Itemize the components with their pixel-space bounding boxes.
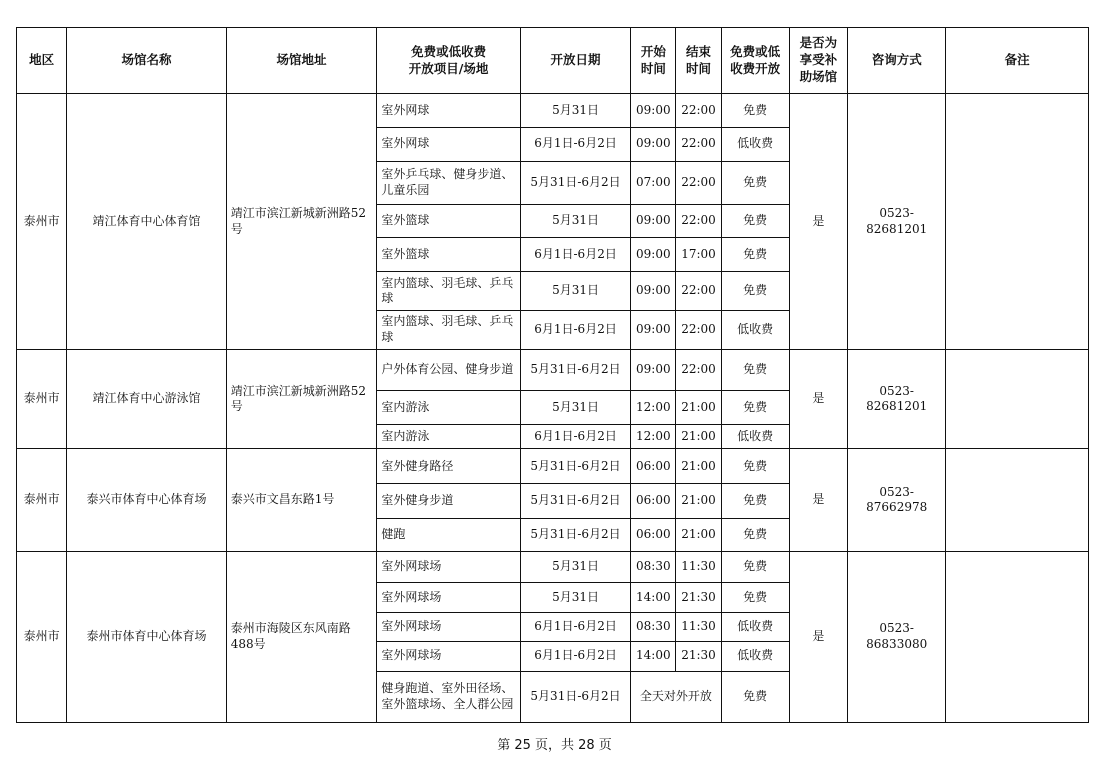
start-time-cell: 09:00: [631, 350, 676, 391]
region-cell: 泰州市: [17, 449, 67, 551]
end-time-cell: 21:00: [676, 484, 721, 519]
fee-type-cell: 低收费: [721, 613, 789, 642]
end-time-cell: 22:00: [676, 272, 721, 311]
contact-cell: 0523-82681201: [848, 350, 946, 449]
start-time-cell: 08:30: [631, 613, 676, 642]
venue-name-cell: 靖江体育中心游泳馆: [67, 350, 227, 449]
open-item-cell: 室外网球场: [377, 641, 521, 671]
open-item-cell: 健身跑道、室外田径场、室外篮球场、全人群公园: [377, 671, 521, 722]
header-start-time: 开始 时间: [631, 28, 676, 94]
remark-cell: [946, 449, 1089, 551]
header-region: 地区: [17, 28, 67, 94]
open-date-cell: 5月31日: [520, 94, 630, 128]
remark-cell: [946, 350, 1089, 449]
open-date-cell: 6月1日-6月2日: [520, 127, 630, 161]
open-item-cell: 室内篮球、羽毛球、乒乓球: [377, 311, 521, 350]
start-time-cell: 09:00: [631, 127, 676, 161]
header-row: [17, 28, 1089, 94]
header-subsidy: 是否为 享受补 助场馆: [789, 28, 847, 94]
end-time-cell: 21:30: [676, 582, 721, 613]
venue-name-cell: 泰州市体育中心体育场: [67, 551, 227, 722]
open-item-cell: 室外网球: [377, 127, 521, 161]
subsidy-cell: 是: [789, 551, 847, 722]
header-contact: 咨询方式: [848, 28, 946, 94]
fee-type-cell: 免费: [721, 272, 789, 311]
fee-type-cell: 免费: [721, 204, 789, 238]
start-time-cell: 12:00: [631, 424, 676, 449]
header-remark: 备注: [946, 28, 1089, 94]
venue-name-cell: 泰兴市体育中心体育场: [67, 449, 227, 551]
open-item-cell: 健跑: [377, 519, 521, 552]
open-date-cell: 5月31日-6月2日: [520, 449, 630, 484]
fee-type-cell: 免费: [721, 582, 789, 613]
open-date-cell: 5月31日-6月2日: [520, 519, 630, 552]
fee-type-cell: 低收费: [721, 311, 789, 350]
open-item-cell: 室外乒乓球、健身步道、儿童乐园: [377, 161, 521, 204]
end-time-cell: 11:30: [676, 551, 721, 582]
end-time-cell: 22:00: [676, 127, 721, 161]
fee-type-cell: 免费: [721, 551, 789, 582]
end-time-cell: 22:00: [676, 161, 721, 204]
end-time-cell: 22:00: [676, 204, 721, 238]
open-date-cell: 5月31日: [520, 204, 630, 238]
open-item-cell: 室外篮球: [377, 238, 521, 272]
open-date-cell: 5月31日-6月2日: [520, 161, 630, 204]
open-date-cell: 5月31日: [520, 391, 630, 425]
start-time-cell: 09:00: [631, 204, 676, 238]
end-time-cell: 17:00: [676, 238, 721, 272]
start-time-cell: 14:00: [631, 641, 676, 671]
start-time-cell: 06:00: [631, 519, 676, 552]
end-time-cell: 21:00: [676, 519, 721, 552]
fee-type-cell: 免费: [721, 161, 789, 204]
table-row: [17, 94, 1089, 128]
region-cell: 泰州市: [17, 551, 67, 722]
end-time-cell: 21:00: [676, 449, 721, 484]
fee-type-cell: 低收费: [721, 127, 789, 161]
venue-address-cell: 靖江市滨江新城新洲路52号: [226, 350, 377, 449]
remark-cell: [946, 551, 1089, 722]
start-time-cell: 08:30: [631, 551, 676, 582]
fee-type-cell: 免费: [721, 519, 789, 552]
subsidy-cell: 是: [789, 94, 847, 350]
open-date-cell: 5月31日-6月2日: [520, 350, 630, 391]
end-time-cell: 21:00: [676, 391, 721, 425]
open-date-cell: 5月31日-6月2日: [520, 671, 630, 722]
fee-type-cell: 免费: [721, 238, 789, 272]
open-date-cell: 6月1日-6月2日: [520, 641, 630, 671]
table-row: [17, 350, 1089, 391]
end-time-cell: 21:30: [676, 641, 721, 671]
header-fee-type: 免费或低 收费开放: [721, 28, 789, 94]
open-date-cell: 6月1日-6月2日: [520, 613, 630, 642]
fee-type-cell: 免费: [721, 484, 789, 519]
start-time-cell: 09:00: [631, 94, 676, 128]
remark-cell: [946, 94, 1089, 350]
region-cell: 泰州市: [17, 350, 67, 449]
start-time-cell: 06:00: [631, 449, 676, 484]
table-row: [17, 551, 1089, 582]
header-open-date: 开放日期: [520, 28, 630, 94]
start-time-cell: 09:00: [631, 311, 676, 350]
open-date-cell: 6月1日-6月2日: [520, 424, 630, 449]
open-item-cell: 室内篮球、羽毛球、乒乓球: [377, 272, 521, 311]
open-item-cell: 室内游泳: [377, 391, 521, 425]
page-footer: 第 25 页，共 28 页: [497, 738, 612, 753]
table-row: [17, 449, 1089, 484]
open-item-cell: 室外健身步道: [377, 484, 521, 519]
subsidy-cell: 是: [789, 350, 847, 449]
contact-cell: 0523-86833080: [848, 551, 946, 722]
open-time-cell: 全天对外开放: [631, 671, 721, 722]
start-time-cell: 06:00: [631, 484, 676, 519]
venue-schedule-table: [16, 27, 1089, 723]
contact-cell: 0523-87662978: [848, 449, 946, 551]
table-body: [17, 94, 1089, 723]
open-date-cell: 5月31日-6月2日: [520, 484, 630, 519]
start-time-cell: 07:00: [631, 161, 676, 204]
header-open-item: 免费或低收费 开放项目/场地: [377, 28, 521, 94]
venue-address-cell: 泰兴市文昌东路1号: [226, 449, 377, 551]
open-item-cell: 室外网球场: [377, 613, 521, 642]
contact-cell: 0523-82681201: [848, 94, 946, 350]
start-time-cell: 09:00: [631, 238, 676, 272]
start-time-cell: 12:00: [631, 391, 676, 425]
venue-address-cell: 泰州市海陵区东风南路488号: [226, 551, 377, 722]
end-time-cell: 22:00: [676, 94, 721, 128]
fee-type-cell: 免费: [721, 449, 789, 484]
open-date-cell: 5月31日: [520, 582, 630, 613]
end-time-cell: 22:00: [676, 350, 721, 391]
open-item-cell: 室外网球: [377, 94, 521, 128]
fee-type-cell: 低收费: [721, 641, 789, 671]
header-venue-address: 场馆地址: [226, 28, 377, 94]
venue-address-cell: 靖江市滨江新城新洲路52号: [226, 94, 377, 350]
fee-type-cell: 免费: [721, 391, 789, 425]
fee-type-cell: 免费: [721, 94, 789, 128]
open-item-cell: 室外网球场: [377, 551, 521, 582]
open-date-cell: 6月1日-6月2日: [520, 238, 630, 272]
open-date-cell: 6月1日-6月2日: [520, 311, 630, 350]
subsidy-cell: 是: [789, 449, 847, 551]
fee-type-cell: 免费: [721, 671, 789, 722]
fee-type-cell: 免费: [721, 350, 789, 391]
start-time-cell: 09:00: [631, 272, 676, 311]
header-venue-name: 场馆名称: [67, 28, 227, 94]
venue-name-cell: 靖江体育中心体育馆: [67, 94, 227, 350]
open-item-cell: 室内游泳: [377, 424, 521, 449]
open-item-cell: 室外篮球: [377, 204, 521, 238]
open-item-cell: 室外健身路径: [377, 449, 521, 484]
open-date-cell: 5月31日: [520, 272, 630, 311]
end-time-cell: 11:30: [676, 613, 721, 642]
region-cell: 泰州市: [17, 94, 67, 350]
open-date-cell: 5月31日: [520, 551, 630, 582]
start-time-cell: 14:00: [631, 582, 676, 613]
end-time-cell: 22:00: [676, 311, 721, 350]
open-item-cell: 室外网球场: [377, 582, 521, 613]
end-time-cell: 21:00: [676, 424, 721, 449]
fee-type-cell: 低收费: [721, 424, 789, 449]
header-end-time: 结束 时间: [676, 28, 721, 94]
open-item-cell: 户外体育公园、健身步道: [377, 350, 521, 391]
